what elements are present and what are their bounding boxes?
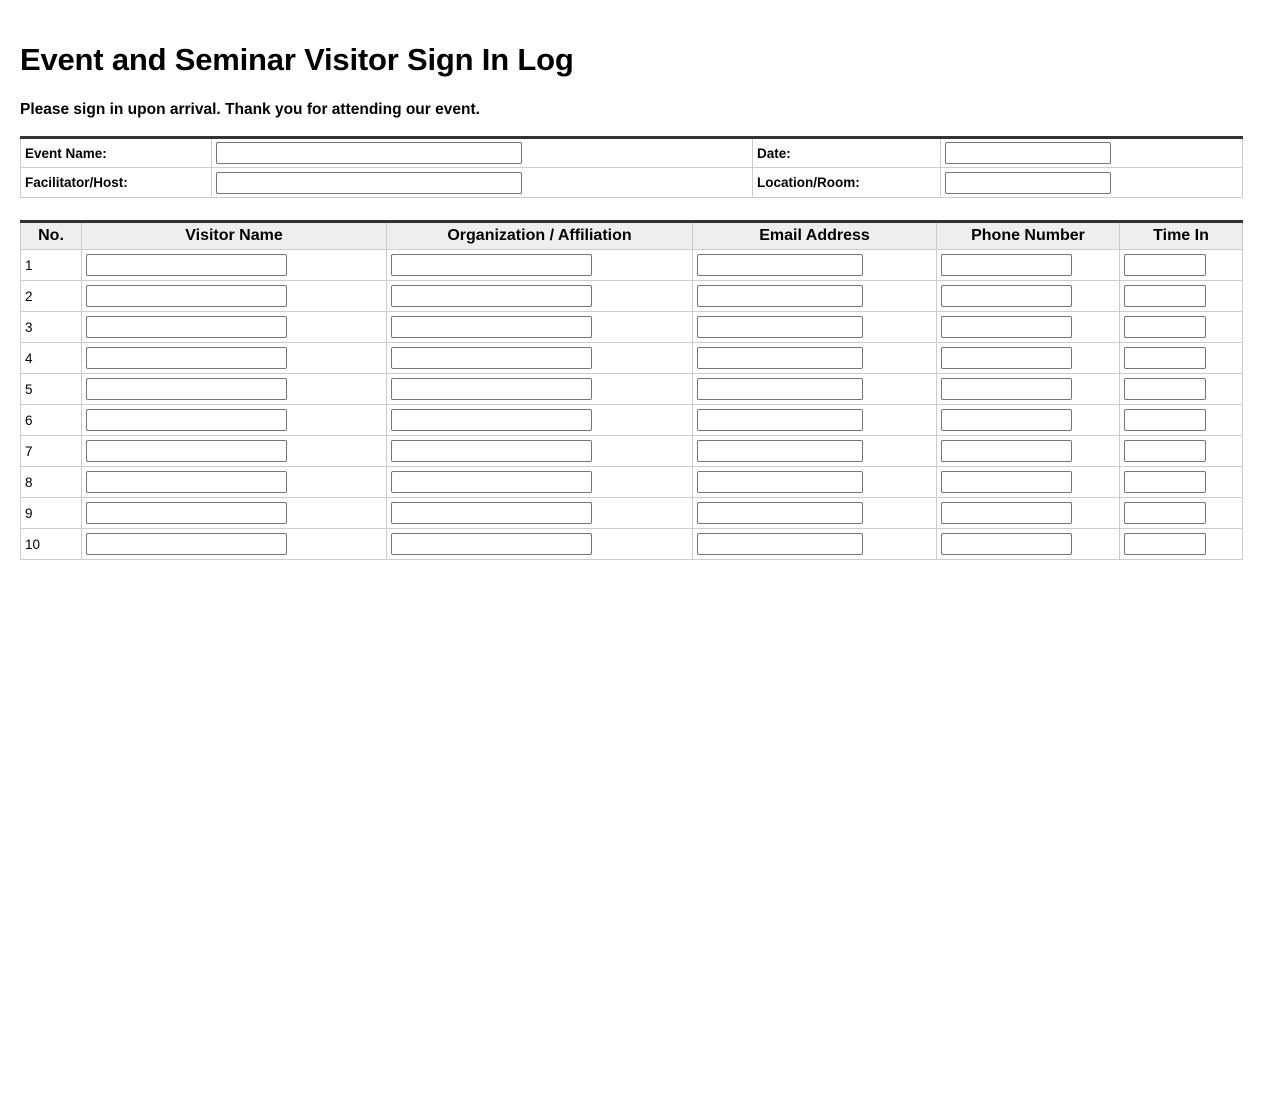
event-info-table: [20, 136, 1243, 198]
event-info-row: [21, 168, 1243, 198]
event-name-cell: [212, 138, 753, 168]
location-input[interactable]: [945, 172, 1111, 194]
time-in-cell: [1120, 467, 1243, 498]
table-row: [21, 281, 1243, 312]
visitor-name-input[interactable]: [86, 378, 287, 400]
organization-cell: [387, 281, 693, 312]
phone-cell: [937, 343, 1120, 374]
row-number: 1: [21, 250, 82, 281]
email-cell: [693, 436, 937, 467]
time-in-cell: [1120, 374, 1243, 405]
time-in-cell: [1120, 250, 1243, 281]
phone-cell: [937, 436, 1120, 467]
date-label: Date:: [753, 138, 941, 168]
organization-cell: [387, 436, 693, 467]
organization-input[interactable]: [391, 254, 592, 276]
row-number: 7: [21, 436, 82, 467]
email-input[interactable]: [697, 347, 863, 369]
visitor-name-cell: [82, 281, 387, 312]
phone-cell: [937, 405, 1120, 436]
visitor-name-input[interactable]: [86, 347, 287, 369]
email-input[interactable]: [697, 378, 863, 400]
row-number: 10: [21, 529, 82, 560]
column-header-no: No.: [21, 222, 82, 250]
email-input[interactable]: [697, 440, 863, 462]
table-row: [21, 312, 1243, 343]
phone-input[interactable]: [941, 502, 1072, 524]
email-cell: [693, 405, 937, 436]
page-subtitle: Please sign in upon arrival. Thank you for attending our event.: [20, 101, 480, 118]
row-number: 8: [21, 467, 82, 498]
table-row: [21, 529, 1243, 560]
row-number: 5: [21, 374, 82, 405]
organization-input[interactable]: [391, 502, 592, 524]
time-in-input[interactable]: [1124, 254, 1206, 276]
email-cell: [693, 281, 937, 312]
phone-cell: [937, 312, 1120, 343]
row-number: 3: [21, 312, 82, 343]
visitor-log-table: [20, 220, 1243, 560]
column-header-visitor-name: Visitor Name: [82, 222, 387, 250]
table-row: [21, 498, 1243, 529]
visitor-name-input[interactable]: [86, 471, 287, 493]
event-name-input[interactable]: [216, 142, 522, 164]
organization-cell: [387, 529, 693, 560]
email-cell: [693, 467, 937, 498]
phone-input[interactable]: [941, 254, 1072, 276]
phone-cell: [937, 281, 1120, 312]
time-in-cell: [1120, 343, 1243, 374]
column-header-time-in: Time In: [1120, 222, 1243, 250]
event-info-row: [21, 138, 1243, 168]
date-input[interactable]: [945, 142, 1111, 164]
phone-input[interactable]: [941, 440, 1072, 462]
host-input[interactable]: [216, 172, 522, 194]
column-header-phone: Phone Number: [937, 222, 1120, 250]
organization-cell: [387, 467, 693, 498]
phone-input[interactable]: [941, 471, 1072, 493]
time-in-input[interactable]: [1124, 285, 1206, 307]
visitor-name-input[interactable]: [86, 440, 287, 462]
time-in-cell: [1120, 405, 1243, 436]
table-row: [21, 467, 1243, 498]
email-cell: [693, 312, 937, 343]
host-cell: [212, 168, 753, 198]
table-header-row: [21, 222, 1243, 250]
organization-cell: [387, 374, 693, 405]
phone-cell: [937, 250, 1120, 281]
organization-cell: [387, 250, 693, 281]
phone-cell: [937, 374, 1120, 405]
organization-cell: [387, 405, 693, 436]
email-input[interactable]: [697, 254, 863, 276]
organization-cell: [387, 498, 693, 529]
row-number: 4: [21, 343, 82, 374]
time-in-cell: [1120, 312, 1243, 343]
table-row: [21, 250, 1243, 281]
visitor-name-cell: [82, 467, 387, 498]
time-in-cell: [1120, 436, 1243, 467]
phone-input[interactable]: [941, 409, 1072, 431]
row-number: 2: [21, 281, 82, 312]
organization-input[interactable]: [391, 285, 592, 307]
time-in-input[interactable]: [1124, 316, 1206, 338]
visitor-name-input[interactable]: [86, 285, 287, 307]
visitor-name-cell: [82, 405, 387, 436]
phone-input[interactable]: [941, 285, 1072, 307]
visitor-name-cell: [82, 529, 387, 560]
email-cell: [693, 374, 937, 405]
date-cell: [941, 138, 1243, 168]
time-in-cell: [1120, 529, 1243, 560]
time-in-input[interactable]: [1124, 440, 1206, 462]
column-header-email: Email Address: [693, 222, 937, 250]
phone-input[interactable]: [941, 347, 1072, 369]
visitor-name-input[interactable]: [86, 502, 287, 524]
row-number: 6: [21, 405, 82, 436]
email-cell: [693, 498, 937, 529]
organization-input[interactable]: [391, 409, 592, 431]
column-header-organization: Organization / Affiliation: [387, 222, 693, 250]
time-in-input[interactable]: [1124, 533, 1206, 555]
time-in-input[interactable]: [1124, 502, 1206, 524]
organization-input[interactable]: [391, 316, 592, 338]
email-cell: [693, 250, 937, 281]
phone-cell: [937, 467, 1120, 498]
phone-cell: [937, 529, 1120, 560]
row-number: 9: [21, 498, 82, 529]
phone-input[interactable]: [941, 533, 1072, 555]
time-in-input[interactable]: [1124, 409, 1206, 431]
visitor-name-input[interactable]: [86, 409, 287, 431]
time-in-input[interactable]: [1124, 471, 1206, 493]
email-cell: [693, 343, 937, 374]
organization-input[interactable]: [391, 378, 592, 400]
table-row: [21, 436, 1243, 467]
visitor-name-cell: [82, 343, 387, 374]
table-row: [21, 374, 1243, 405]
visitor-name-cell: [82, 250, 387, 281]
email-input[interactable]: [697, 502, 863, 524]
email-input[interactable]: [697, 533, 863, 555]
visitor-name-cell: [82, 312, 387, 343]
visitor-name-input[interactable]: [86, 533, 287, 555]
organization-input[interactable]: [391, 440, 592, 462]
time-in-cell: [1120, 498, 1243, 529]
visitor-name-input[interactable]: [86, 254, 287, 276]
email-input[interactable]: [697, 285, 863, 307]
time-in-input[interactable]: [1124, 347, 1206, 369]
table-row: [21, 343, 1243, 374]
visitor-name-cell: [82, 374, 387, 405]
visitor-log-body: [21, 250, 1243, 560]
organization-input[interactable]: [391, 347, 592, 369]
visitor-name-cell: [82, 436, 387, 467]
phone-input[interactable]: [941, 316, 1072, 338]
email-input[interactable]: [697, 409, 863, 431]
organization-input[interactable]: [391, 471, 592, 493]
organization-cell: [387, 343, 693, 374]
visitor-name-input[interactable]: [86, 316, 287, 338]
page-title: Event and Seminar Visitor Sign In Log: [20, 42, 574, 77]
location-label: Location/Room:: [753, 168, 941, 198]
phone-cell: [937, 498, 1120, 529]
organization-cell: [387, 312, 693, 343]
table-row: [21, 405, 1243, 436]
organization-input[interactable]: [391, 533, 592, 555]
time-in-cell: [1120, 281, 1243, 312]
email-input[interactable]: [697, 316, 863, 338]
email-cell: [693, 529, 937, 560]
phone-input[interactable]: [941, 378, 1072, 400]
visitor-name-cell: [82, 498, 387, 529]
host-label: Facilitator/Host:: [21, 168, 212, 198]
time-in-input[interactable]: [1124, 378, 1206, 400]
location-cell: [941, 168, 1243, 198]
event-name-label: Event Name:: [21, 138, 212, 168]
email-input[interactable]: [697, 471, 863, 493]
